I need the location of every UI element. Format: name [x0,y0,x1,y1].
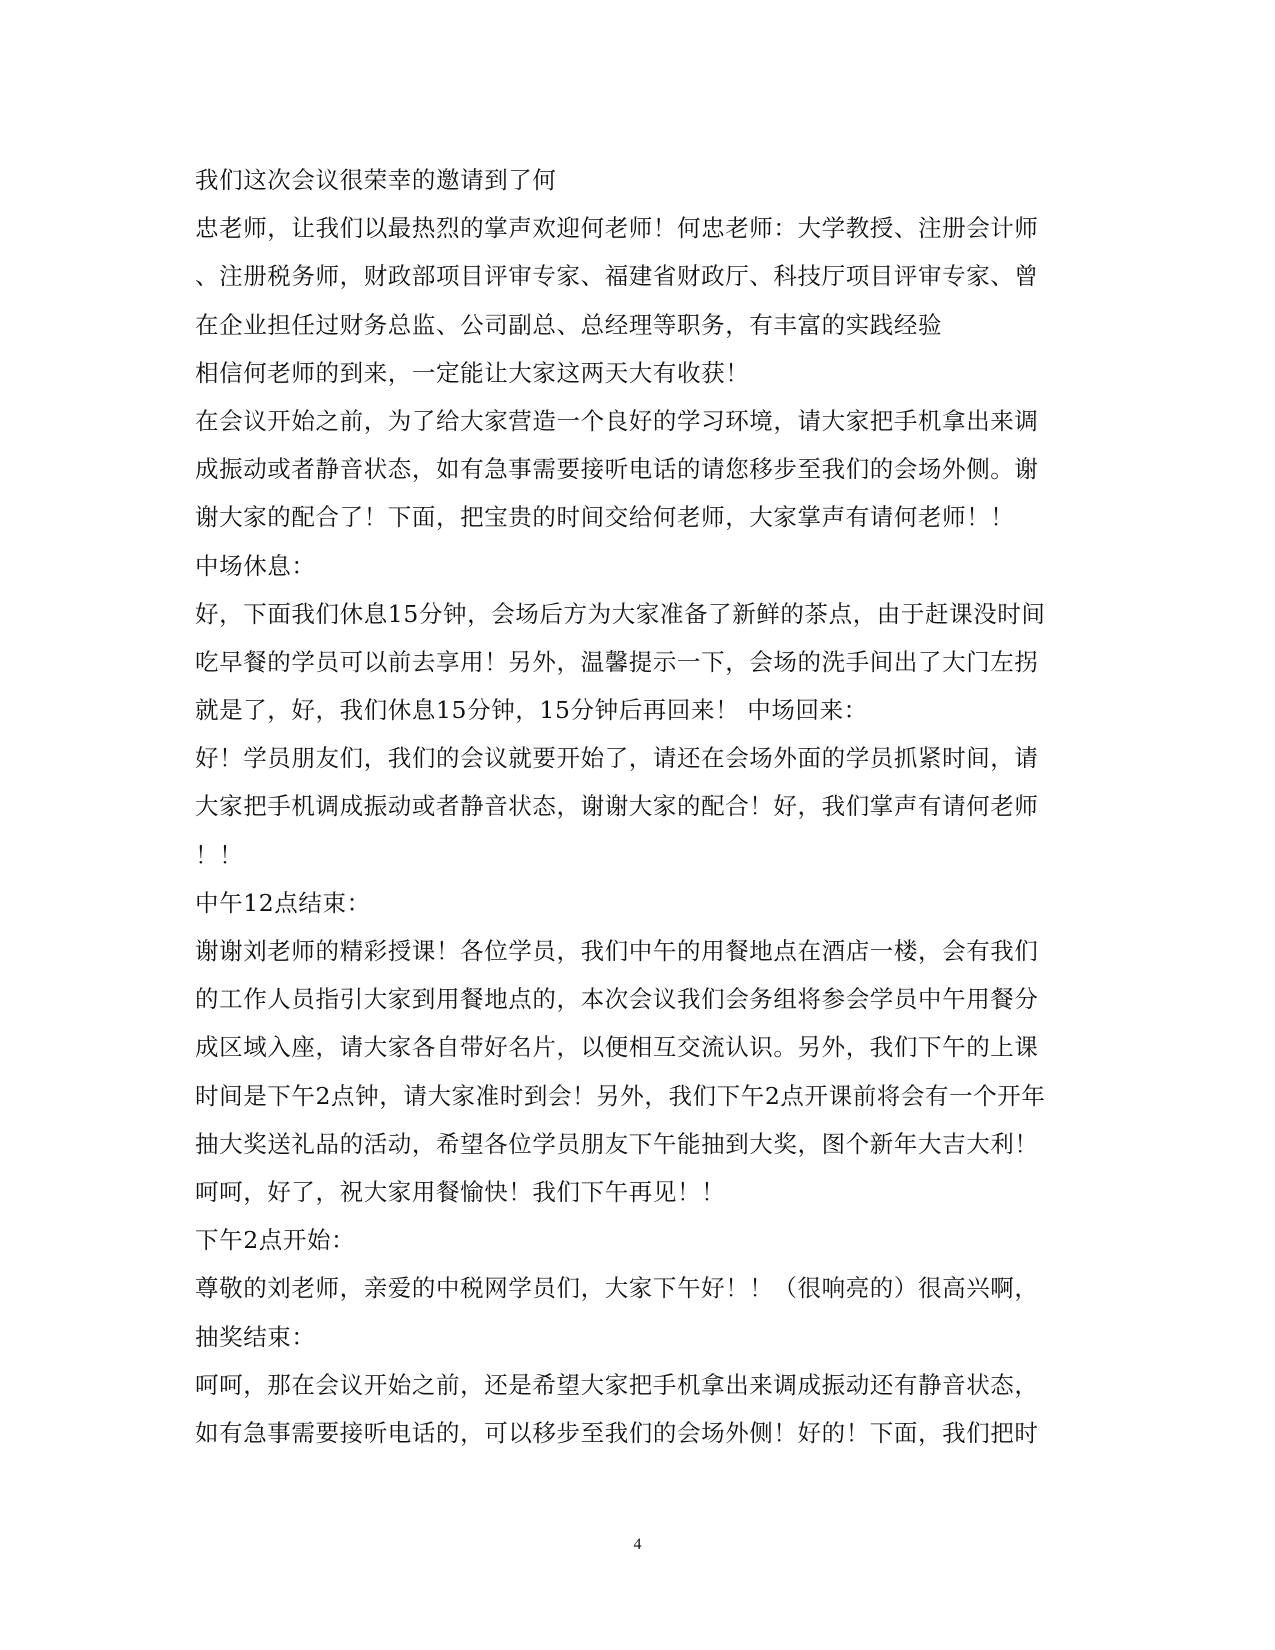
section-heading: 抽奖结束： [195,1322,316,1351]
text-line: 抽大奖送礼品的活动，希望各位学员朋友下午能抽到大奖，图个新年大吉大利！ [195,1129,1039,1158]
text-line: 忠老师，让我们以最热烈的掌声欢迎何老师！何忠老师：大学教授、注册会计师 [195,214,1039,243]
section-heading: 下午2点开始： [195,1226,356,1255]
text-line: 成区域入座，请大家各自带好名片，以便相互交流认识。另外，我们下午的上课 [195,1033,1039,1062]
text-line: 如有急事需要接听电话的，可以移步至我们的会场外侧！好的！下面，我们把时 [195,1418,1039,1447]
text-line: 时间是下午2点钟，请大家准时到会！另外，我们下午2点开课前将会有一个开年 [195,1081,1046,1110]
text-line: 呵呵，好了，祝大家用餐愉快！我们下午再见！！ [195,1177,726,1206]
text-line: 的工作人员指引大家到用餐地点的，本次会议我们会务组将参会学员中午用餐分 [195,985,1039,1014]
text-line: 在企业担任过财务总监、公司副总、总经理等职务，有丰富的实践经验 [195,310,943,339]
text-line: 大家把手机调成振动或者静音状态，谢谢大家的配合！好，我们掌声有请何老师 [195,792,1039,821]
text-line: 好，下面我们休息15分钟，会场后方为大家准备了新鲜的茶点，由于赶课没时间 [195,599,1046,628]
section-heading: 中午12点结束： [195,888,371,917]
text-line: ！！ [195,840,244,869]
text-line: 谢大家的配合了！下面，把宝贵的时间交给何老师，大家掌声有请何老师！！ [195,503,1015,532]
text-line: 成振动或者静音状态，如有急事需要接听电话的请您移步至我们的会场外侧。谢 [195,455,1039,484]
text-line: 在会议开始之前，为了给大家营造一个良好的学习环境，请大家把手机拿出来调 [195,406,1039,435]
document-body [195,156,1080,1457]
text-line: 相信何老师的到来，一定能让大家这两天大有收获！ [195,358,750,387]
text-line: 谢谢刘老师的精彩授课！各位学员，我们中午的用餐地点在酒店一楼，会有我们 [195,937,1039,965]
text-line: 就是了，好，我们休息15分钟，15分钟后再回来！ 中场回来： [195,696,868,725]
text-line: 好！学员朋友们，我们的会议就要开始了，请还在会场外面的学员抓紧时间，请 [195,744,1039,773]
text-line: 、注册税务师，财政部项目评审专家、福建省财政厅、科技厅项目评审专家、曾 [195,262,1039,291]
text-line: 吃早餐的学员可以前去享用！另外，温馨提示一下，会场的洗手间出了大门左拐 [195,647,1039,676]
text-line: 尊敬的刘老师，亲爱的中税网学员们，大家下午好！！（很响亮的）很高兴啊， [195,1274,1039,1303]
page-number: 4 [633,1536,642,1553]
section-heading: 中场休息： [195,551,316,580]
text-line: 我们这次会议很荣幸的邀请到了何 [195,166,557,194]
text-line: 呵呵，那在会议开始之前，还是希望大家把手机拿出来调成振动还有静音状态， [195,1370,1039,1399]
